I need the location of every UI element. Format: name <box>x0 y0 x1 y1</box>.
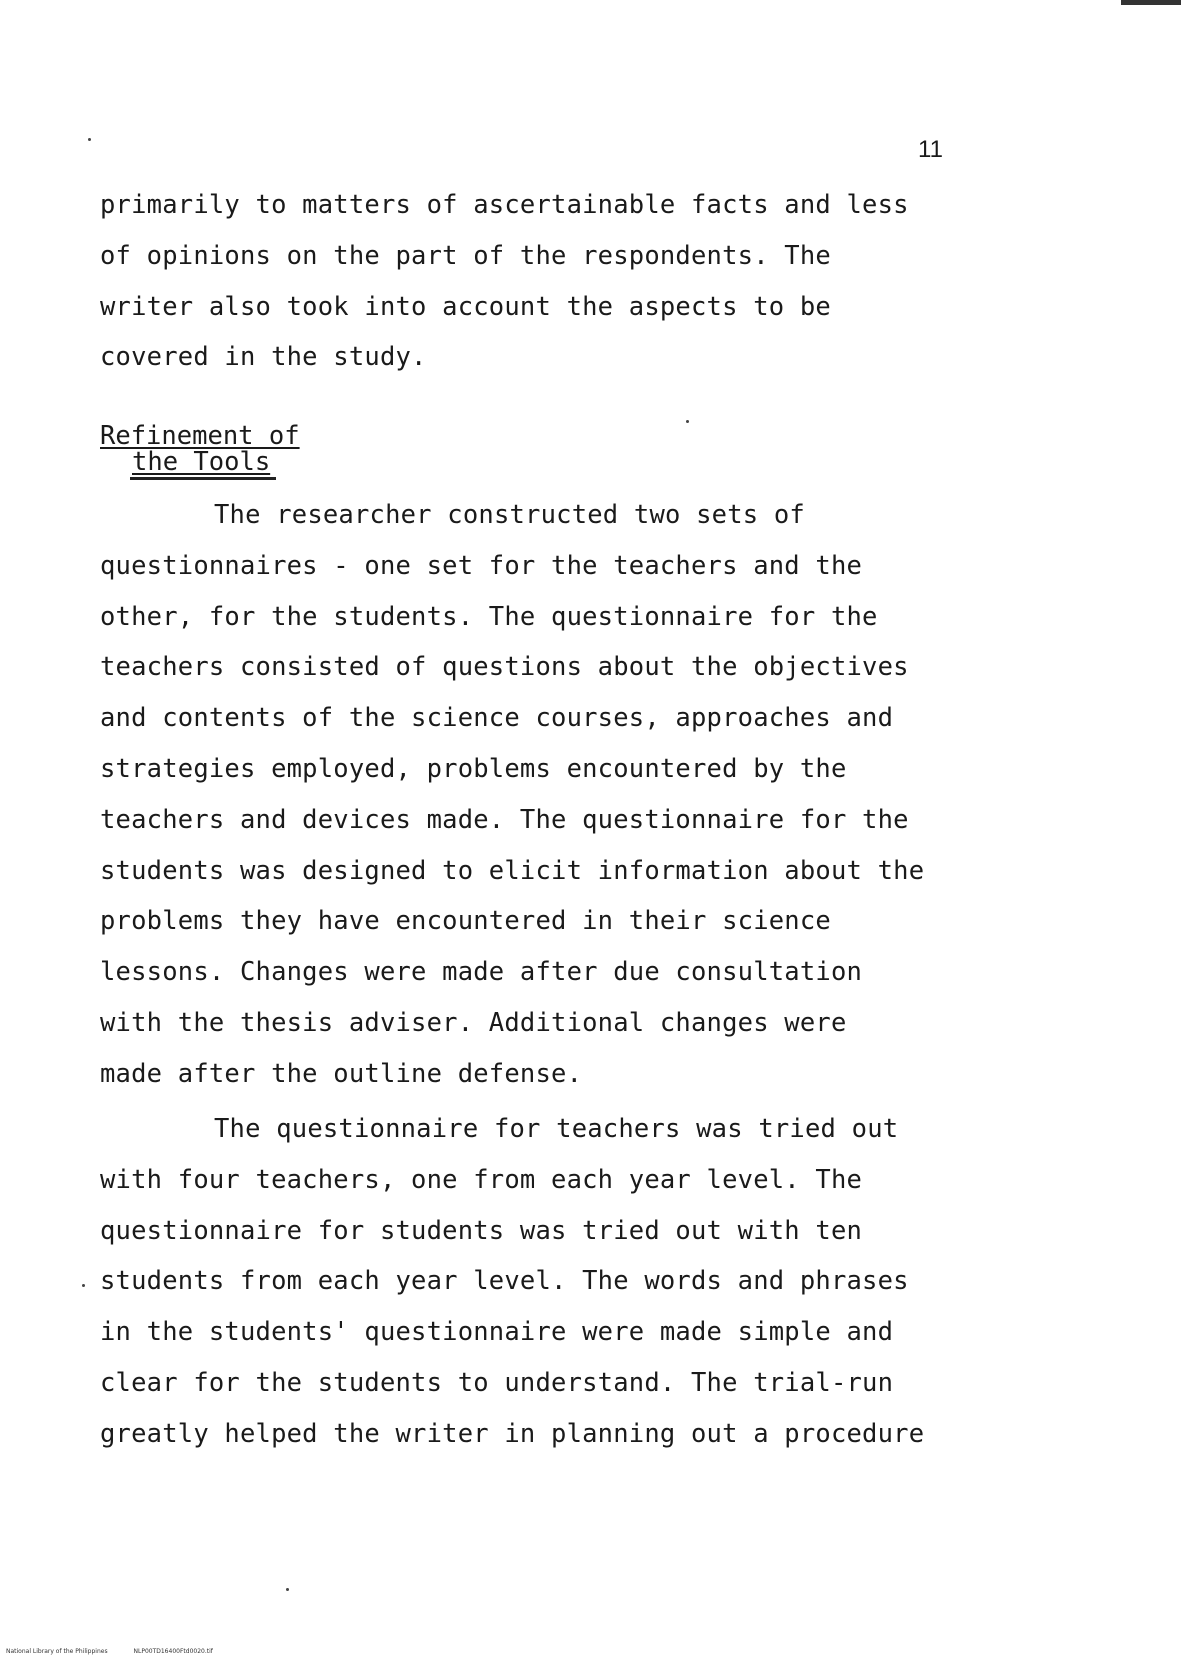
text-line: greatly helped the writer in planning out a procedure <box>100 1418 925 1449</box>
footer-file: NLP00TD16400Ftd0020.tif <box>133 1648 213 1655</box>
text-line: teachers and devices made. The questionnaire for the <box>100 804 909 835</box>
text-line: strategies employed, problems encountered by the <box>100 753 847 784</box>
heading-underline-rule <box>130 477 276 480</box>
paragraph-2 <box>100 490 980 1100</box>
scan-speck <box>82 1284 85 1287</box>
heading-line-1: Refinement of <box>100 421 300 451</box>
text-line: clear for the students to understand. The trial-run <box>100 1367 894 1398</box>
text-line: and contents of the science courses, approaches and <box>100 703 894 734</box>
text-line: in the students' questionnaire were made simple and <box>100 1317 894 1348</box>
page-number: 11 <box>918 136 943 163</box>
text-line: of opinions on the part of the respondents. The <box>100 240 831 271</box>
paragraph-1 <box>100 180 980 383</box>
text-line: primarily to matters of ascertainable facts and less <box>100 190 909 220</box>
paragraph-3 <box>100 1104 980 1460</box>
text-line: problems they have encountered in their science <box>100 906 831 937</box>
text-line: students from each year level. The words and phrases <box>100 1266 909 1297</box>
text-line: The researcher constructed two sets of <box>214 500 805 530</box>
scan-footer <box>6 1648 237 1655</box>
text-line: covered in the study. <box>100 342 427 373</box>
text-line: made after the outline defense. <box>100 1058 583 1089</box>
text-line: with four teachers, one from each year level. The <box>100 1164 863 1195</box>
scan-edge-mark <box>1121 0 1181 5</box>
text-line: questionnaire for students was tried out with ten <box>100 1215 863 1246</box>
text-line: writer also took into account the aspects to be <box>100 291 831 322</box>
text-line: The questionnaire for teachers was tried out <box>214 1114 899 1144</box>
heading-line-2: the Tools <box>132 447 271 477</box>
text-line: teachers consisted of questions about the objectives <box>100 652 909 683</box>
text-line: with the thesis adviser. Additional changes were <box>100 1007 847 1038</box>
text-line: questionnaires - one set for the teachers and the <box>100 550 863 581</box>
footer-library: National Library of the Philippines <box>6 1648 108 1655</box>
scan-speck <box>686 420 689 423</box>
text-line: students was designed to elicit information about the <box>100 855 925 886</box>
text-line: lessons. Changes were made after due consultation <box>100 957 863 988</box>
scan-speck <box>286 1588 289 1591</box>
section-heading <box>100 423 300 480</box>
text-line: other, for the students. The questionnaire for the <box>100 601 878 632</box>
scan-speck <box>88 138 91 141</box>
